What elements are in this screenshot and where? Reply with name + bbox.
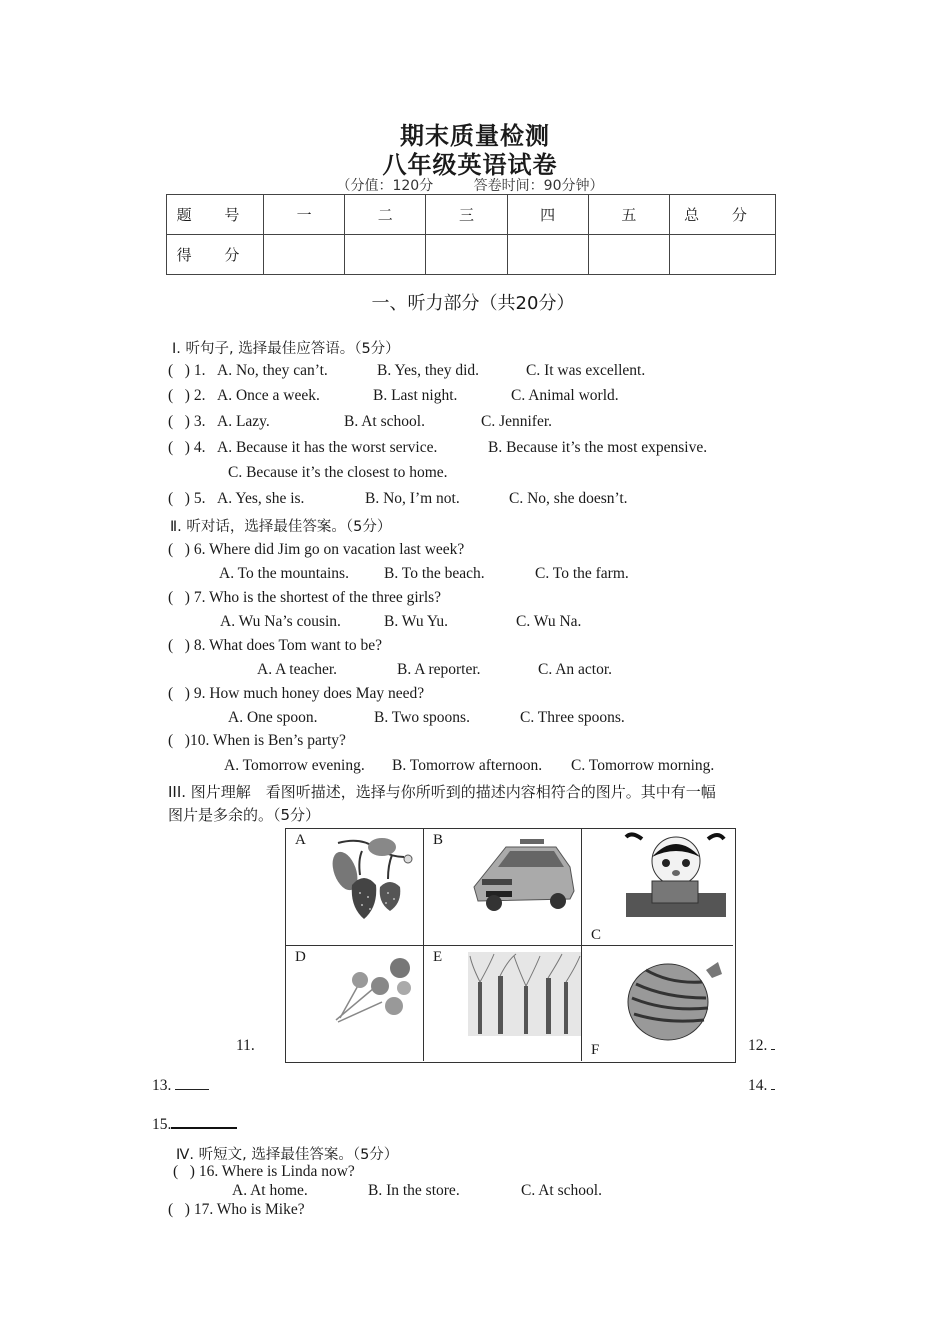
table-cell: 五 [588, 195, 669, 235]
answer-12[interactable]: 12. [748, 1037, 775, 1055]
question-17: ( ) 17. Who is Mike? [168, 1201, 305, 1218]
score-cell [264, 235, 345, 275]
table-cell: 得 分 [167, 235, 264, 275]
score-table-header-row [167, 195, 776, 235]
option-c: C. Three spoons. [520, 709, 625, 726]
picture-label: E [433, 949, 443, 965]
question-3: ( ) 3. [168, 413, 206, 430]
picture-label: D [295, 949, 306, 965]
table-cell: 一 [264, 195, 345, 235]
option-b: B. Wu Yu. [384, 613, 448, 630]
question-16: ( ) 16. Where is Linda now? [173, 1163, 355, 1180]
option-a: A. At home. [232, 1182, 308, 1199]
option-a: A. A teacher. [257, 661, 338, 678]
picture-b [424, 829, 582, 946]
option-c: C. Animal world. [511, 387, 619, 404]
score-cell [588, 235, 669, 275]
trees-icon [468, 952, 582, 1036]
part3-heading-line2: 图片是多余的。（5分） [168, 806, 321, 824]
option-b: B. Yes, they did. [377, 362, 480, 379]
option-c: C. Jennifer. [481, 413, 553, 430]
exam-title: 期末质量检测 [400, 122, 550, 150]
option-b: B. No, I’m not. [365, 490, 460, 507]
table-cell: 三 [426, 195, 507, 235]
option-c: C. Wu Na. [516, 613, 582, 630]
watermelon-icon [626, 958, 724, 1042]
picture-label: B [433, 832, 444, 848]
answer-11: 11. [236, 1037, 255, 1054]
option-c: C. No, she doesn’t. [509, 490, 628, 507]
time-info: 答卷时间：90分钟） [473, 178, 604, 194]
picture-f [582, 946, 733, 1061]
table-cell: 总 分 [670, 195, 776, 235]
option-c: C. Because it’s the closest to home. [228, 464, 448, 481]
option-a: A. To the mountains. [219, 565, 349, 582]
question-5: ( ) 5. [168, 490, 206, 507]
picture-label: C [591, 927, 602, 943]
option-a: A. Tomorrow evening. [224, 757, 365, 774]
part4-heading: Ⅳ. 听短文, 选择最佳答案。（5分） [176, 1147, 399, 1163]
option-b: B. At school. [344, 413, 425, 430]
option-c: C. It was excellent. [526, 362, 646, 379]
flowers-icon [334, 958, 414, 1024]
picture-grid [285, 828, 736, 1063]
strawberry-icon [330, 835, 422, 923]
picture-a [286, 829, 424, 946]
question-9: ( ) 9. How much honey does May need? [168, 685, 425, 702]
score-info: （分值：120分 [336, 178, 434, 194]
option-a: A. Because it has the worst service. [217, 439, 438, 456]
section-title: 一、听力部分（共20分） [371, 293, 575, 314]
table-cell: 二 [345, 195, 426, 235]
score-cell [670, 235, 776, 275]
option-c: C. To the farm. [535, 565, 629, 582]
option-a: A. Once a week. [217, 387, 320, 404]
score-table [166, 194, 776, 275]
option-b: B. To the beach. [384, 565, 485, 582]
question-2: ( ) 2. [168, 387, 206, 404]
answer-15[interactable]: 15. [152, 1115, 237, 1134]
table-cell: 四 [507, 195, 588, 235]
taxi-icon [470, 837, 578, 915]
option-b: B. Last night. [373, 387, 458, 404]
option-c: C. At school. [521, 1182, 602, 1199]
picture-label: A [295, 832, 306, 848]
question-6: ( ) 6. Where did Jim go on vacation last week? [168, 541, 465, 558]
option-a: A. Wu Na’s cousin. [220, 613, 341, 630]
question-7: ( ) 7. Who is the shortest of the three girls? [168, 589, 442, 606]
table-cell: 题 号 [167, 195, 264, 235]
score-cell [345, 235, 426, 275]
answer-13[interactable]: 13. [152, 1077, 209, 1095]
score-cell [507, 235, 588, 275]
score-cell [426, 235, 507, 275]
exam-info [0, 175, 940, 195]
picture-e [424, 946, 582, 1061]
part1-heading: Ⅰ. 听句子, 选择最佳应答语。（5分） [172, 341, 400, 357]
picture-label: F [591, 1042, 600, 1058]
question-8: ( ) 8. What does Tom want to be? [168, 637, 383, 654]
option-a: A. No, they can’t. [217, 362, 328, 379]
option-a: A. Lazy. [217, 413, 270, 430]
picture-c [582, 829, 733, 946]
option-b: B. In the store. [368, 1182, 460, 1199]
part2-heading: Ⅱ. 听对话，选择最佳答案。（5分） [170, 519, 392, 535]
part3-heading-line1: III. 图片理解 看图听描述，选择与你所听到的描述内容相符合的图片。其中有一幅 [168, 783, 716, 801]
question-1: ( ) 1. [168, 362, 206, 379]
option-a: A. Yes, she is. [217, 490, 305, 507]
question-4: ( ) 4. [168, 439, 206, 456]
answer-14[interactable]: 14. [748, 1077, 775, 1095]
score-table-score-row [167, 235, 776, 275]
option-c: C. Tomorrow morning. [571, 757, 715, 774]
question-10: ( )10. When is Ben’s party? [168, 732, 346, 749]
girl-reading-icon [622, 831, 728, 917]
option-b: B. A reporter. [397, 661, 481, 678]
option-a: A. One spoon. [228, 709, 318, 726]
option-c: C. An actor. [538, 661, 613, 678]
option-b: B. Because it’s the most expensive. [488, 439, 708, 456]
exam-subtitle: 八年级英语试卷 [382, 150, 558, 179]
option-b: B. Tomorrow afternoon. [392, 757, 543, 774]
option-b: B. Two spoons. [374, 709, 470, 726]
picture-d [286, 946, 424, 1061]
